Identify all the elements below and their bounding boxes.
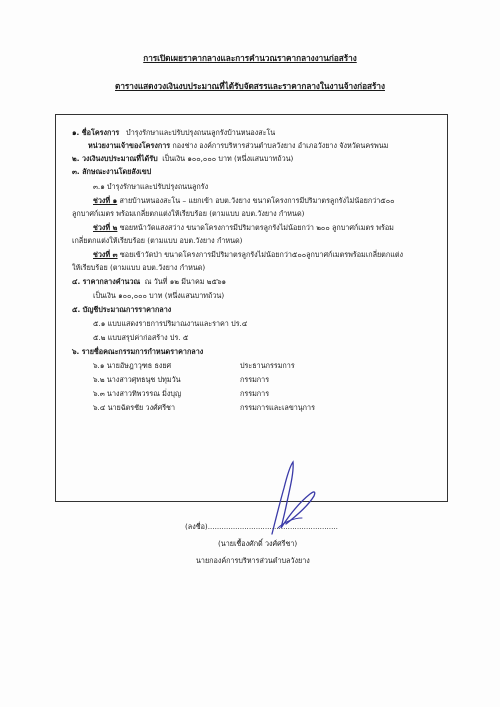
committee-member-name: ๖.๒ นางสาวศุทธนุช ปทุมวัน (93, 375, 181, 384)
section-3-label: ๓. ลักษณะงานโดยสังเขป (72, 167, 152, 176)
committee-member-name: ๖.๓ นางสาวทิพวรรณ มิ่งบุญ (93, 389, 182, 398)
route-2-line-2: เกลี่ยตกแต่งให้เรียบร้อย (ตามแบบ อบต.วังยาง กำหนด) (72, 236, 243, 245)
project-owner (88, 141, 388, 150)
calc-date: ณ วันที่ ๑๒ มีนาคม ๒๕๖๑ (144, 277, 227, 286)
route-3-line-2: ให้เรียบร้อย (ตามแบบ อบต.วังยาง กำหนด) (72, 263, 206, 272)
committee-member-role: กรรมการ (240, 389, 270, 398)
route-1-label: ช่วงที่ ๑ (93, 196, 118, 205)
section-3-1: ๓.๑ บำรุงรักษาและปรับปรุงถนนลูกรัง (93, 182, 209, 191)
route-1-line-2: ลูกบาศก์เมตร พร้อมเกลี่ยตกแต่งให้เรียบร้อย (ตามแบบ อบต.วังยาง กำหนด) (72, 209, 305, 218)
route-1-line-1: ช่วงที่ ๑ สายบ้านหนองสะโน – แยกเข้า อบต.วังยาง ขนาดโครงการมีปริมาตรลูกรังไม่น้อยกว่า๕๐๐ (93, 196, 395, 205)
section-1-label: ๑. ชื่อโครงการ (72, 128, 120, 137)
section-2-label: ๒. วงเงินงบประมาณที่ได้รับ (72, 154, 158, 163)
owner-value: กองช่าง องค์การบริหารส่วนตำบลวังยาง อำเภอวังยาง จังหวัดนครพนม (172, 141, 389, 150)
signature-line: (ลงชื่อ)......................................................... (185, 522, 338, 531)
route-2-label: ช่วงที่ ๒ (93, 223, 118, 232)
committee-member-name: ๖.๔ นายฉัตรชัย วงศ์ศรีชา (93, 403, 175, 412)
section-4-label: ๔. ราคากลางคำนวณ (72, 277, 141, 286)
budget-value: เป็นเงิน ๑๐๐,๐๐๐ บาท (หนึ่งแสนบาทถ้วน) (162, 154, 294, 163)
section-4 (72, 277, 226, 286)
section-6-label: ๖. รายชื่อคณะกรรมการกำหนดราคากลาง (72, 347, 204, 356)
route-3-label: ช่วงที่ ๓ (93, 250, 118, 259)
section-2 (72, 154, 293, 163)
section-5-item: ๕.๒ แบบสรุปค่าก่อสร้าง ปร. ๕ (93, 333, 189, 342)
project-name: บำรุงรักษาและปรับปรุงถนนลูกรังบ้านหนองสะโน (126, 128, 276, 137)
committee-member-role: ประธานกรรมการ (240, 361, 295, 370)
section-5-label: ๕. บัญชีประมาณการราคากลาง (72, 305, 172, 314)
signer-name: (นายเชื้องศักดิ์ วงศ์ศรีชา) (218, 539, 298, 548)
committee-member-role: กรรมการ (240, 375, 270, 384)
document-subtitle: ตารางแสดงวงเงินงบประมาณที่ได้รับจัดสรรและราคากลางในงานจ้างก่อสร้าง (115, 81, 385, 91)
route-2-line-1: ช่วงที่ ๒ ซอยหน้าวัดแสงสว่าง ขนาดโครงการมีปริมาตรลูกรังไม่น้อยกว่า ๒๐๐ ลูกบาศก์เมตร พร้อม (93, 223, 394, 232)
document-title: การเปิดเผยราคากลางและการคำนวณราคากลางงานก่อสร้าง (143, 53, 357, 63)
median-price-value: เป็นเงิน ๑๐๐,๐๐๐ บาท (หนึ่งแสนบาทถ้วน) (93, 291, 225, 300)
owner-label: หน่วยงานเจ้าของโครงการ (88, 141, 171, 150)
committee-member-role: กรรมการและเลขานุการ (240, 403, 315, 412)
signer-position: นายกองค์การบริหารส่วนตำบลวังยาง (196, 556, 310, 565)
committee-member-name: ๖.๑ นายอัษฎาวุฑธ ธงยศ (93, 361, 172, 370)
section-1 (72, 128, 275, 137)
section-5-item: ๕.๑ แบบแสดงรายการปริมาณงานและราคา ปร.๔ (93, 319, 248, 328)
route-3-line-1: ช่วงที่ ๓ ซอยเข้าวัดป่า ขนาดโครงการมีปริมาตรลูกรังไม่น้อยกว่า๕๐๐ลูกบาศก์เมตรพร้อมเกลี่ยตกแต่ง (93, 250, 404, 259)
